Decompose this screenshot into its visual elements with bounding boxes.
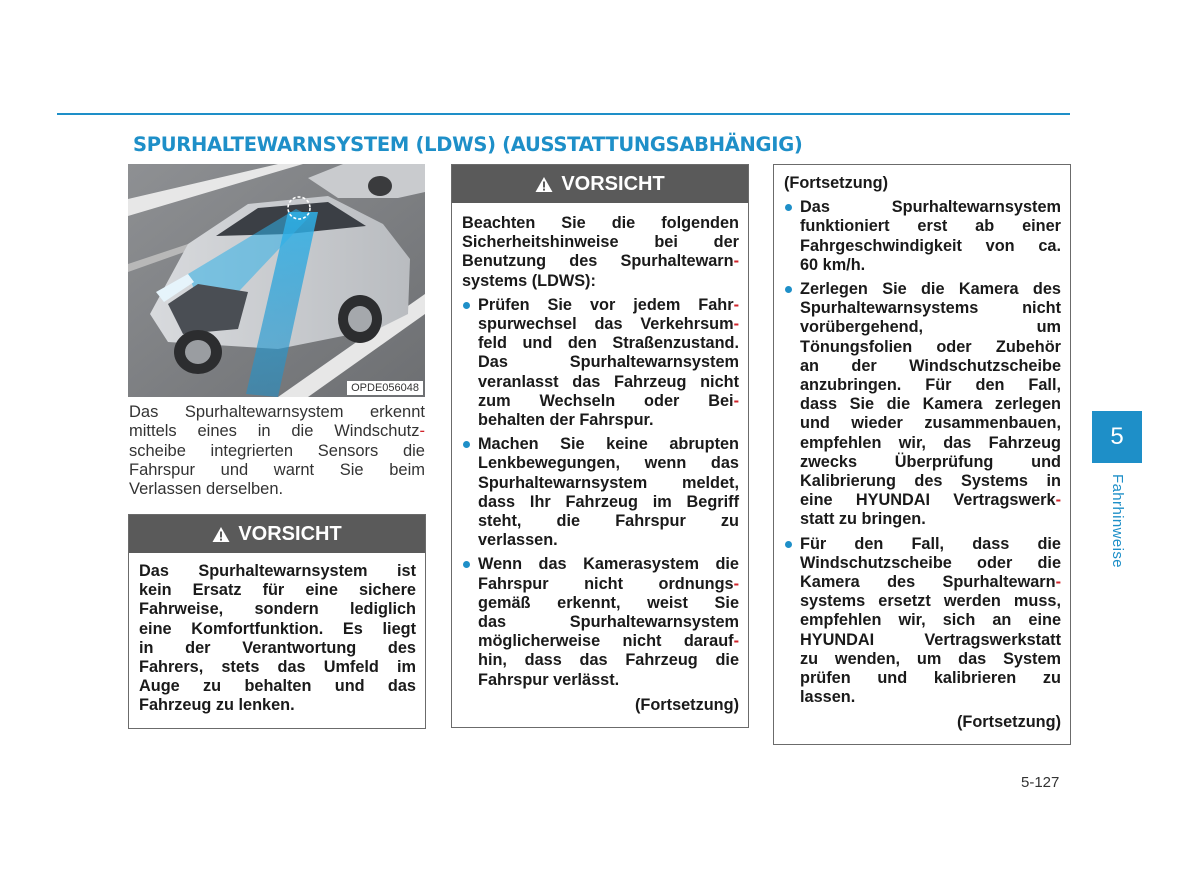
- bullet-dot-icon: [463, 561, 470, 568]
- text-line: funktioniert erst ab einer: [800, 217, 1061, 236]
- text-line: statt zu bringen.: [800, 510, 926, 529]
- text-line: Prüfen Sie vor jedem Fahr-: [478, 295, 739, 314]
- continuation-note: (Fortsetzung): [635, 695, 739, 714]
- text-line: verlassen.: [478, 531, 558, 550]
- text-line: dass Sie die Kamera zerlegen: [800, 395, 1061, 414]
- hyphen-mark: -: [733, 391, 739, 410]
- text-line: steht, die Fahrspur zu: [478, 512, 739, 531]
- chapter-label: Fahrhinweise: [1109, 474, 1126, 569]
- text-line: zum Wechseln oder Bei-: [478, 391, 739, 410]
- text-line: möglicherweise nicht darauf-: [478, 632, 739, 651]
- bullet-dot-icon: [785, 541, 792, 548]
- caution-header: [129, 515, 425, 553]
- text-line: Spurhaltewarnsystems nicht: [800, 299, 1061, 318]
- text-line: eine HYUNDAI Vertragswerk-: [800, 491, 1061, 510]
- text-line: Zerlegen Sie die Kamera des: [800, 280, 1061, 299]
- text-line: prüfen und kalibrieren zu: [800, 669, 1061, 688]
- text-line: gemäß erkennt, weist Sie: [478, 593, 739, 612]
- text-line: feld und den Straßenzustand.: [478, 334, 739, 353]
- bullet-item: [784, 198, 1061, 275]
- text-line: vorübergehend, um: [800, 318, 1061, 337]
- hyphen-mark: -: [1055, 573, 1061, 592]
- text-line: Das Spurhaltewarnsystem: [800, 198, 1061, 217]
- text-line: behalten der Fahrspur.: [478, 411, 654, 430]
- bullet-dot-icon: [785, 204, 792, 211]
- text-line: Fahrers, stets das Umfeld im: [139, 658, 416, 677]
- top-rule: [57, 113, 1070, 115]
- hyphen-mark: -: [733, 574, 739, 593]
- text-line: Auge zu behalten und das: [139, 677, 416, 696]
- caution-intro: [462, 214, 739, 291]
- page-number: 5-127: [1021, 774, 1060, 791]
- warning-triangle-icon: [535, 176, 553, 193]
- text-line: empfehlen wir, das Fahrzeug: [800, 433, 1061, 452]
- continued-text: [774, 165, 1070, 743]
- text-line: und wieder zusammenbauen,: [800, 414, 1061, 433]
- text-line: mittels eines in die Windschutz-: [129, 422, 425, 441]
- chapter-tab: 5: [1092, 411, 1142, 463]
- text-line: systems ersetzt werden muss,: [800, 592, 1061, 611]
- bullet-dot-icon: [785, 286, 792, 293]
- continued-box-right: [773, 164, 1071, 745]
- bullet-item: [784, 280, 1061, 530]
- text-line: hin, dass das Fahrzeug die: [478, 651, 739, 670]
- text-line: das Spurhaltewarnsystem: [478, 613, 739, 632]
- text-line: Verlassen derselben.: [129, 480, 284, 499]
- text-line: Das Spurhaltewarnsystem: [478, 353, 739, 372]
- text-line: Fahrspur und warnt Sie beim: [129, 460, 425, 479]
- text-line: veranlasst das Fahrzeug nicht: [478, 372, 739, 391]
- text-line: Lenkbewegungen, wenn das: [478, 454, 739, 473]
- text-line: Fahrspur verlässt.: [478, 670, 620, 689]
- text-line: anzubringen. Für den Fall,: [800, 376, 1061, 395]
- text-line: lassen.: [800, 688, 856, 707]
- text-line: eine Komfortfunktion. Es liegt: [139, 619, 416, 638]
- hyphen-mark: -: [1055, 491, 1061, 510]
- text-line: 60 km/h.: [800, 255, 866, 274]
- text-line: empfehlen wir, sich an eine: [800, 611, 1061, 630]
- bullet-item: [462, 435, 739, 550]
- hyphen-mark: -: [733, 295, 739, 314]
- text-line: Das Spurhaltewarnsystem erkennt: [129, 403, 425, 421]
- bullet-dot-icon: [463, 441, 470, 448]
- intro-paragraph: [129, 403, 425, 499]
- caution-header: [452, 165, 748, 203]
- continuation-note: (Fortsetzung): [957, 713, 1061, 732]
- text-line: Fahrweise, sondern lediglich: [139, 600, 416, 619]
- text-line: zwecks Überprüfung und: [800, 452, 1061, 471]
- text-line: Wenn das Kamerasystem die: [478, 555, 739, 574]
- text-line: Machen Sie keine abrupten: [478, 435, 739, 454]
- caution-box-left: [128, 514, 426, 729]
- bullet-item: [784, 535, 1061, 708]
- car-illustration: [128, 164, 425, 397]
- text-line: Benutzung des Spurhaltewarn-: [462, 252, 739, 271]
- text-line: kein Ersatz für eine sichere: [139, 581, 416, 600]
- text-line: Tönungsfolien oder Zubehör: [800, 337, 1061, 356]
- text-line: HYUNDAI Vertragswerkstatt: [800, 630, 1061, 649]
- caution-text: [129, 553, 425, 726]
- bullet-dot-icon: [463, 302, 470, 309]
- text-line: Beachten Sie die folgenden: [462, 214, 739, 232]
- section-title: SPURHALTEWARNSYSTEM (LDWS) (AUSSTATTUNGSABHÄNGIG): [133, 133, 803, 156]
- text-line: Das Spurhaltewarnsystem ist: [139, 562, 416, 580]
- text-line: in der Verantwortung des: [139, 638, 416, 657]
- hyphen-mark: -: [733, 632, 739, 651]
- caution-text: [452, 203, 748, 725]
- text-line: Kalibrierung des Systems in: [800, 472, 1061, 491]
- text-line: Windschutzscheibe oder die: [800, 553, 1061, 572]
- text-line: Fahrzeug zu lenken.: [139, 696, 295, 715]
- hyphen-mark: -: [419, 422, 425, 441]
- text-line: scheibe integrierten Sensors die: [129, 441, 425, 460]
- text-line: spurwechsel das Verkehrsum-: [478, 315, 739, 334]
- hyphen-mark: -: [733, 315, 739, 334]
- hyphen-mark: -: [733, 252, 739, 271]
- lane-camera-illustration: [128, 164, 425, 397]
- warning-triangle-icon: [212, 526, 230, 543]
- text-line: Spurhaltewarnsystem meldet,: [478, 473, 739, 492]
- text-line: Fahrgeschwindigkeit von ca.: [800, 236, 1061, 255]
- bullet-item: [462, 555, 739, 689]
- text-line: Sicherheitshinweise bei der: [462, 233, 739, 252]
- text-line: Kamera des Spurhaltewarn-: [800, 573, 1061, 592]
- text-line: Für den Fall, dass die: [800, 534, 1061, 553]
- caution-title: VORSICHT: [238, 522, 342, 545]
- text-line: dass Ihr Fahrzeug im Begriff: [478, 492, 739, 511]
- caution-title: VORSICHT: [561, 172, 665, 195]
- figure-code: OPDE056048: [347, 381, 423, 395]
- bullet-item: [462, 296, 739, 430]
- text-line: systems (LDWS):: [462, 271, 596, 290]
- text-line: an der Windschutzscheibe: [800, 356, 1061, 375]
- caution-box-middle: [451, 164, 749, 728]
- text-line: Fahrspur nicht ordnungs-: [478, 574, 739, 593]
- continued-header: (Fortsetzung): [784, 174, 888, 192]
- text-line: zu wenden, um das System: [800, 649, 1061, 668]
